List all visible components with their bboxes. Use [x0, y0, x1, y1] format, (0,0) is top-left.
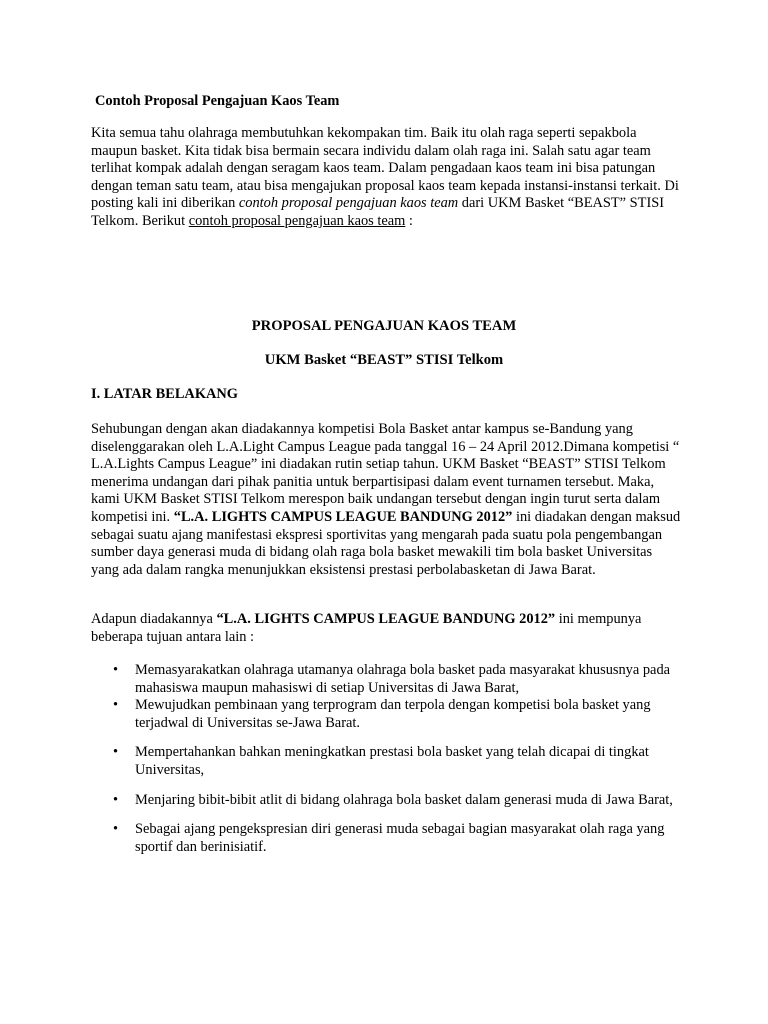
list-item	[91, 697, 691, 732]
list-item-text: Mewujudkan pembinaan yang terprogram dan terpola dengan kompetisi bola basket yang terjadwal di Universitas se-Jawa Barat.	[135, 697, 651, 731]
para1-text-2: ini diadakan dengan maksud sebagai suatu ajang manifestasi ekspresi sportivitas yang mengarah pada suatu pola pengembangan sumber daya generasi muda di bidang olah raga bola basket mewakili tim bola basket Universitas yang ada dalam rangka menunjukkan eksistensi prestasi perbolabasketan di Jawa Barat.	[91, 508, 681, 578]
bullet-icon: •	[113, 821, 119, 838]
goals-intro-paragraph	[91, 611, 683, 646]
bullet-icon: •	[113, 662, 119, 678]
para2-text-2: ini mempunya beberapa tujuan antara lain :	[91, 611, 642, 645]
proposal-subheading: UKM Basket “BEAST” STISI Telkom	[264, 352, 504, 368]
intro-link[interactable]: contoh proposal pengajuan kaos team	[188, 212, 406, 229]
intro-italic-text: contoh proposal pengajuan kaos team	[238, 195, 459, 212]
para2-text-1: Adapun diadakannya	[91, 611, 217, 627]
bullet-icon: •	[113, 744, 119, 761]
proposal-heading: PROPOSAL PENGAJUAN KAOS TEAM	[251, 318, 517, 334]
document-title: Contoh Proposal Pengajuan Kaos Team	[95, 93, 340, 109]
intro-paragraph	[91, 125, 683, 231]
para1-text-1: Sehubungan dengan akan diadakannya kompetisi Bola Basket antar kampus se-Bandung yang diselenggarakan oleh L.A.Light Campus League pada tanggal 16 – 24 April 2012.Dimana kompetisi “ L.A.Lights Campus League” ini diadakan rutin setiap tahun. UKM Basket “BEAST” STISI Telkom menerima undangan dari pihak panitia untuk berpartisipasi dalam event turnamen tersebut. Maka, kami UKM Basket STISI Telkom merespon baik undangan tersebut dengan ingin turut serta dalam kompetisi ini.	[91, 421, 680, 525]
list-item-text: Mempertahankan bahkan meningkatkan prestasi bola basket yang telah dicapai di tingkat Universitas,	[135, 744, 649, 778]
para1-bold-event: “L.A. LIGHTS CAMPUS LEAGUE BANDUNG 2012”	[173, 508, 513, 525]
list-item	[91, 744, 691, 779]
background-paragraph	[91, 421, 683, 579]
list-item	[91, 792, 691, 810]
list-item-text: Sebagai ajang pengekspresian diri generasi muda sebagai bagian masyarakat olah raga yang sportif dan berinisiatif.	[135, 821, 665, 855]
bullet-icon: •	[113, 697, 119, 714]
list-item-text: Memasyarakatkan olahraga utamanya olahraga bola basket pada masyarakat khususnya pada mahasiswa maupun mahasiswi di setiap Universitas di Jawa Barat,	[135, 662, 671, 696]
intro-text-2: dari UKM Basket “BEAST” STISI Telkom. Berikut	[91, 195, 665, 229]
intro-text-1: Kita semua tahu olahraga membutuhkan kekompakan tim. Baik itu olah raga seperti sepakbola maupun basket. Kita tidak bisa bermain secara individu dalam olah raga ini. Salah satu agar team terlihat kompak adalah dengan seragam kaos team. Dalam pengadaan kaos team ini bisa patungan dengan teman satu team, atau bisa mengajukan proposal kaos team kepada instansi-instansi terkait. Di posting kali ini diberikan	[91, 125, 679, 212]
list-item	[91, 662, 691, 697]
goals-list	[91, 662, 691, 856]
para2-bold-event: “L.A. LIGHTS CAMPUS LEAGUE BANDUNG 2012”	[216, 611, 556, 627]
bullet-icon: •	[113, 791, 119, 808]
list-item-text: Menjaring bibit-bibit atlit di bidang olahraga bola basket dalam generasi muda di Jawa Barat,	[135, 791, 673, 808]
section-title: I. LATAR BELAKANG	[91, 386, 238, 402]
list-item	[91, 821, 691, 856]
intro-text-3: :	[405, 212, 413, 229]
